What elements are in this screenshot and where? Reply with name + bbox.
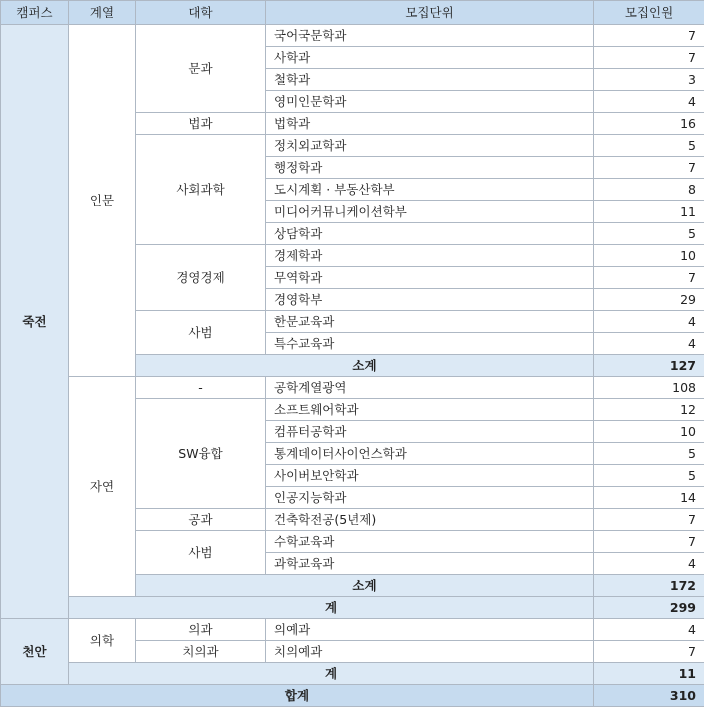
table-row <box>1 377 704 399</box>
grand-total-row <box>1 685 704 707</box>
grand-total-value: 310 <box>594 685 704 707</box>
unit-cell: 통계데이터사이언스학과 <box>266 443 594 465</box>
unit-cell: 공학계열광역 <box>266 377 594 399</box>
count-cell: 10 <box>594 421 704 443</box>
unit-cell: 경영학부 <box>266 289 594 311</box>
unit-cell: 컴퓨터공학과 <box>266 421 594 443</box>
count-cell: 29 <box>594 289 704 311</box>
count-cell: 16 <box>594 113 704 135</box>
count-cell: 11 <box>594 201 704 223</box>
grand-total-label: 합계 <box>1 685 594 707</box>
unit-cell: 국어국문학과 <box>266 25 594 47</box>
total-row-jukjeon <box>1 597 704 619</box>
count-cell: 7 <box>594 531 704 553</box>
unit-cell: 건축학전공(5년제) <box>266 509 594 531</box>
count-cell: 8 <box>594 179 704 201</box>
unit-cell: 사이버보안학과 <box>266 465 594 487</box>
count-cell: 5 <box>594 135 704 157</box>
college-cell: 법과 <box>136 113 266 135</box>
count-cell: 12 <box>594 399 704 421</box>
count-cell: 7 <box>594 157 704 179</box>
count-cell: 7 <box>594 641 704 663</box>
college-cell: 문과 <box>136 25 266 113</box>
unit-cell: 소프트웨어학과 <box>266 399 594 421</box>
count-cell: 5 <box>594 223 704 245</box>
unit-cell: 특수교육과 <box>266 333 594 355</box>
unit-cell: 상담학과 <box>266 223 594 245</box>
college-cell: - <box>136 377 266 399</box>
subtotal-value: 172 <box>594 575 704 597</box>
unit-cell: 인공지능학과 <box>266 487 594 509</box>
unit-cell: 법학과 <box>266 113 594 135</box>
subtotal-value: 127 <box>594 355 704 377</box>
unit-cell: 수학교육과 <box>266 531 594 553</box>
total-row-cheonan <box>1 663 704 685</box>
header-count: 모집인원 <box>594 1 704 25</box>
header-track: 계열 <box>69 1 136 25</box>
count-cell: 14 <box>594 487 704 509</box>
count-cell: 10 <box>594 245 704 267</box>
unit-cell: 행정학과 <box>266 157 594 179</box>
campus-cheonan: 천안 <box>1 619 69 685</box>
college-cell: 사범 <box>136 311 266 355</box>
count-cell: 5 <box>594 465 704 487</box>
unit-cell: 도시계획 · 부동산학부 <box>266 179 594 201</box>
table-row <box>1 25 704 47</box>
college-cell: 공과 <box>136 509 266 531</box>
header-unit: 모집단위 <box>266 1 594 25</box>
header-row <box>1 1 704 25</box>
count-cell: 3 <box>594 69 704 91</box>
total-value: 11 <box>594 663 704 685</box>
unit-cell: 영미인문학과 <box>266 91 594 113</box>
header-college: 대학 <box>136 1 266 25</box>
unit-cell: 미디어커뮤니케이션학부 <box>266 201 594 223</box>
count-cell: 7 <box>594 509 704 531</box>
college-cell: 경영경제 <box>136 245 266 311</box>
total-label: 계 <box>69 663 594 685</box>
college-cell: 치의과 <box>136 641 266 663</box>
count-cell: 5 <box>594 443 704 465</box>
unit-cell: 사학과 <box>266 47 594 69</box>
track-inmun: 인문 <box>69 25 136 377</box>
unit-cell: 무역학과 <box>266 267 594 289</box>
total-value: 299 <box>594 597 704 619</box>
table-row <box>1 619 704 641</box>
count-cell: 7 <box>594 47 704 69</box>
unit-cell: 정치외교학과 <box>266 135 594 157</box>
subtotal-label: 소계 <box>136 355 594 377</box>
track-jayeon: 자연 <box>69 377 136 597</box>
count-cell: 4 <box>594 553 704 575</box>
college-cell: 의과 <box>136 619 266 641</box>
unit-cell: 철학과 <box>266 69 594 91</box>
subtotal-label: 소계 <box>136 575 594 597</box>
track-uihak: 의학 <box>69 619 136 663</box>
count-cell: 4 <box>594 333 704 355</box>
count-cell: 108 <box>594 377 704 399</box>
college-cell: SW융합 <box>136 399 266 509</box>
count-cell: 4 <box>594 91 704 113</box>
unit-cell: 경제학과 <box>266 245 594 267</box>
header-campus: 캠퍼스 <box>1 1 69 25</box>
unit-cell: 한문교육과 <box>266 311 594 333</box>
count-cell: 4 <box>594 619 704 641</box>
count-cell: 7 <box>594 25 704 47</box>
total-label: 계 <box>69 597 594 619</box>
campus-jukjeon: 죽전 <box>1 25 69 619</box>
college-cell: 사회과학 <box>136 135 266 245</box>
count-cell: 7 <box>594 267 704 289</box>
unit-cell: 과학교육과 <box>266 553 594 575</box>
unit-cell: 치의예과 <box>266 641 594 663</box>
count-cell: 4 <box>594 311 704 333</box>
college-cell: 사범 <box>136 531 266 575</box>
unit-cell: 의예과 <box>266 619 594 641</box>
